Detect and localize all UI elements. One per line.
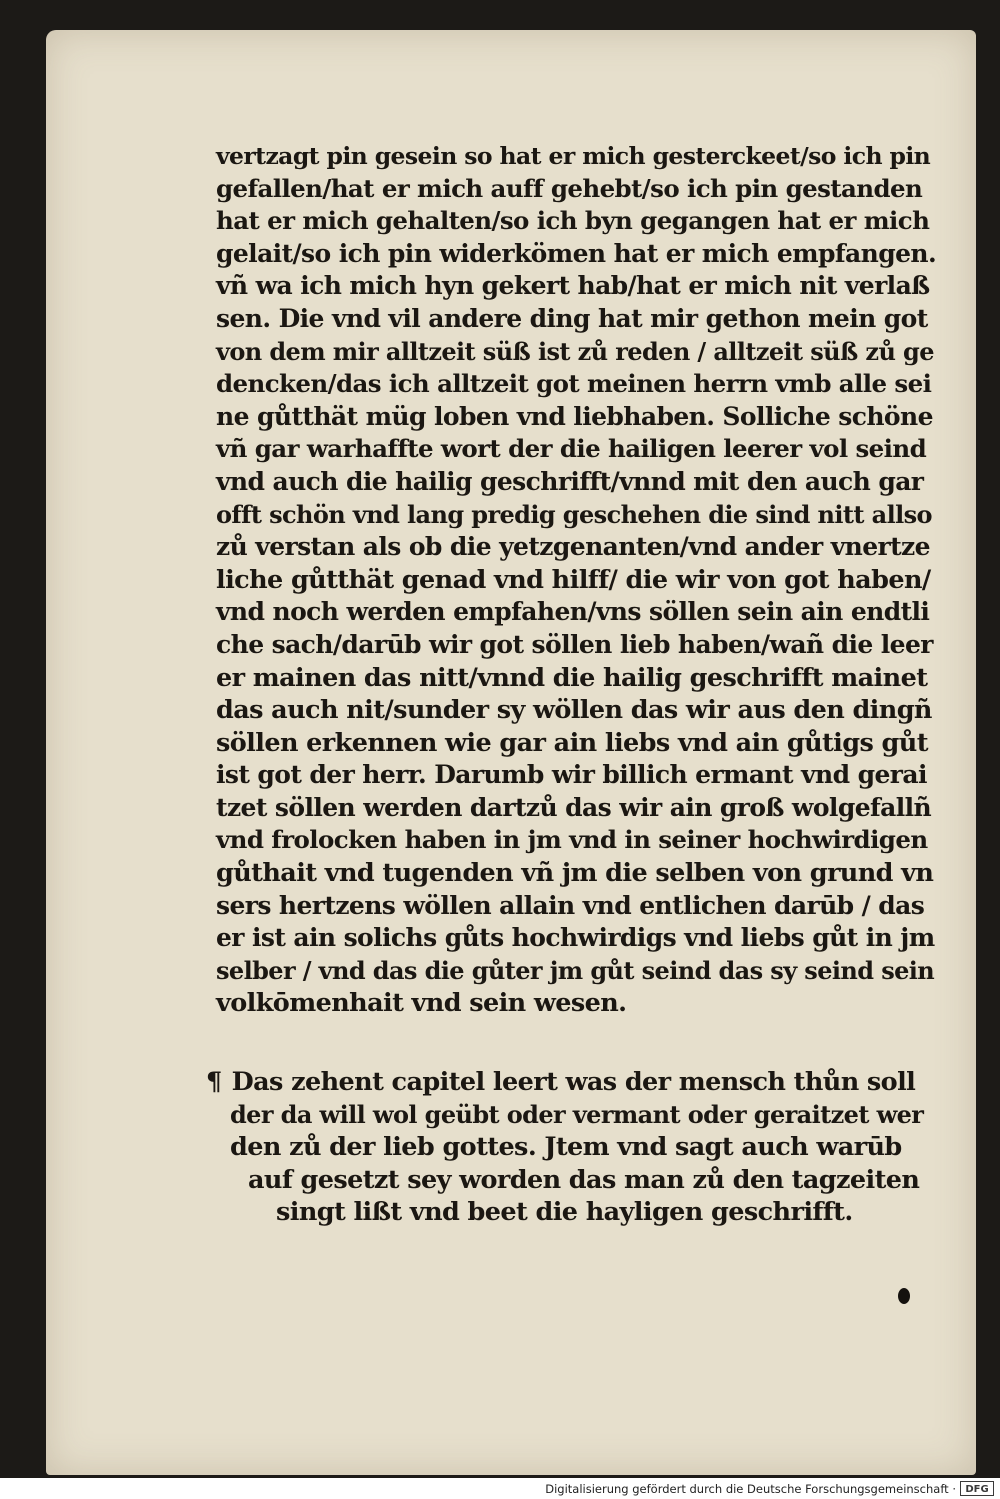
text-line: von dem mir alltzeit süß ist zů reden / alltzeit süß zů ge: [216, 336, 934, 366]
text-line: er ist ain solichs gůts hochwirdigs vnd liebs gůt in jm: [216, 923, 935, 953]
chapter-heading: [206, 1066, 936, 1229]
text-line: dencken/das ich alltzeit got meinen herrn vmb alle sei: [216, 369, 932, 399]
text-line: ne gůtthät müg loben vnd liebhaben. Solliche schöne: [216, 401, 933, 431]
paragraph-mark-icon: ¶: [206, 1067, 222, 1097]
text-line: er mainen das nitt/vnnd die hailig geschrifft mainet: [216, 662, 928, 693]
text-line: liche gůtthät genad vnd hilff/ die wir von got haben/: [216, 564, 931, 595]
funding-notice: Digitalisierung gefördert durch die Deutsche Forschungsgemeinschaft ·: [545, 1482, 956, 1496]
text-line: gůthait vnd tugenden vñ jm die selben von grund vn: [216, 858, 934, 889]
text-line: tzet söllen werden dartzů das wir ain groß wolgefallñ: [216, 792, 932, 822]
text-line: volkōmenhait vnd sein wesen.: [216, 988, 627, 1019]
text-line: vñ wa ich mich hyn gekert hab/hat er mich nit verlaß: [216, 271, 930, 301]
text-line: sen. Die vnd vil andere ding hat mir gethon mein got: [216, 303, 928, 333]
text-line: vnd noch werden empfahen/vns söllen sein ain endtli: [216, 597, 930, 627]
text-line: vnd auch die hailig geschrifft/vnnd mit den auch gar: [216, 466, 924, 496]
body-text: [216, 140, 936, 1020]
text-line: söllen erkennen wie gar ain liebs vnd ain gůtigs gůt: [216, 727, 928, 758]
text-line: vñ gar warhaffte wort der die hailigen leerer vol seind: [216, 434, 927, 464]
text-line: hat er mich gehalten/so ich byn gegangen hat er mich: [216, 206, 930, 236]
text-line: offt schön vnd lang predig geschehen die sind nitt allso: [216, 499, 932, 529]
text-line: gefallen/hat er mich auff gehebt/so ich pin gestanden: [216, 173, 923, 203]
text-line: sers hertzens wöllen allain vnd entlichen darūb / das: [216, 890, 925, 920]
chapter-heading-line: auf gesetzt sey worden das man zů den tagzeiten: [248, 1164, 920, 1195]
chapter-heading-line: den zů der lieb gottes. Jtem vnd sagt auch warūb: [230, 1132, 902, 1163]
chapter-heading-line: der da will wol geübt oder vermant oder geraitzet wer: [230, 1099, 924, 1129]
text-line: vertzagt pin gesein so hat er mich gesterckeet/so ich pin: [216, 142, 931, 170]
text-line: zů verstan als ob die yetzgenanten/vnd ander vnertze: [216, 532, 930, 562]
text-line: gelait/so ich pin widerkömen hat er mich empfangen.: [216, 238, 937, 268]
ink-spot: [898, 1288, 910, 1304]
text-line: vnd frolocken haben in jm vnd in seiner hochwirdigen: [216, 825, 928, 855]
text-line: che sach/darūb wir got söllen lieb haben/wañ die leer: [216, 629, 933, 659]
chapter-heading-text: Das zehent capitel leert was der mensch thůn soll: [231, 1067, 916, 1097]
chapter-heading-line: [206, 1066, 936, 1099]
text-line: das auch nit/sunder sy wöllen das wir aus den dingñ: [216, 695, 932, 726]
dfg-logo-icon: DFG: [960, 1481, 994, 1496]
text-line: ist got der herr. Darumb wir billich ermant vnd gerai: [216, 760, 927, 790]
chapter-heading-line: singt lißt vnd beet die hayligen geschrifft.: [276, 1197, 853, 1228]
text-line: selber / vnd das die gůter jm gůt seind das sy seind sein: [216, 955, 935, 985]
